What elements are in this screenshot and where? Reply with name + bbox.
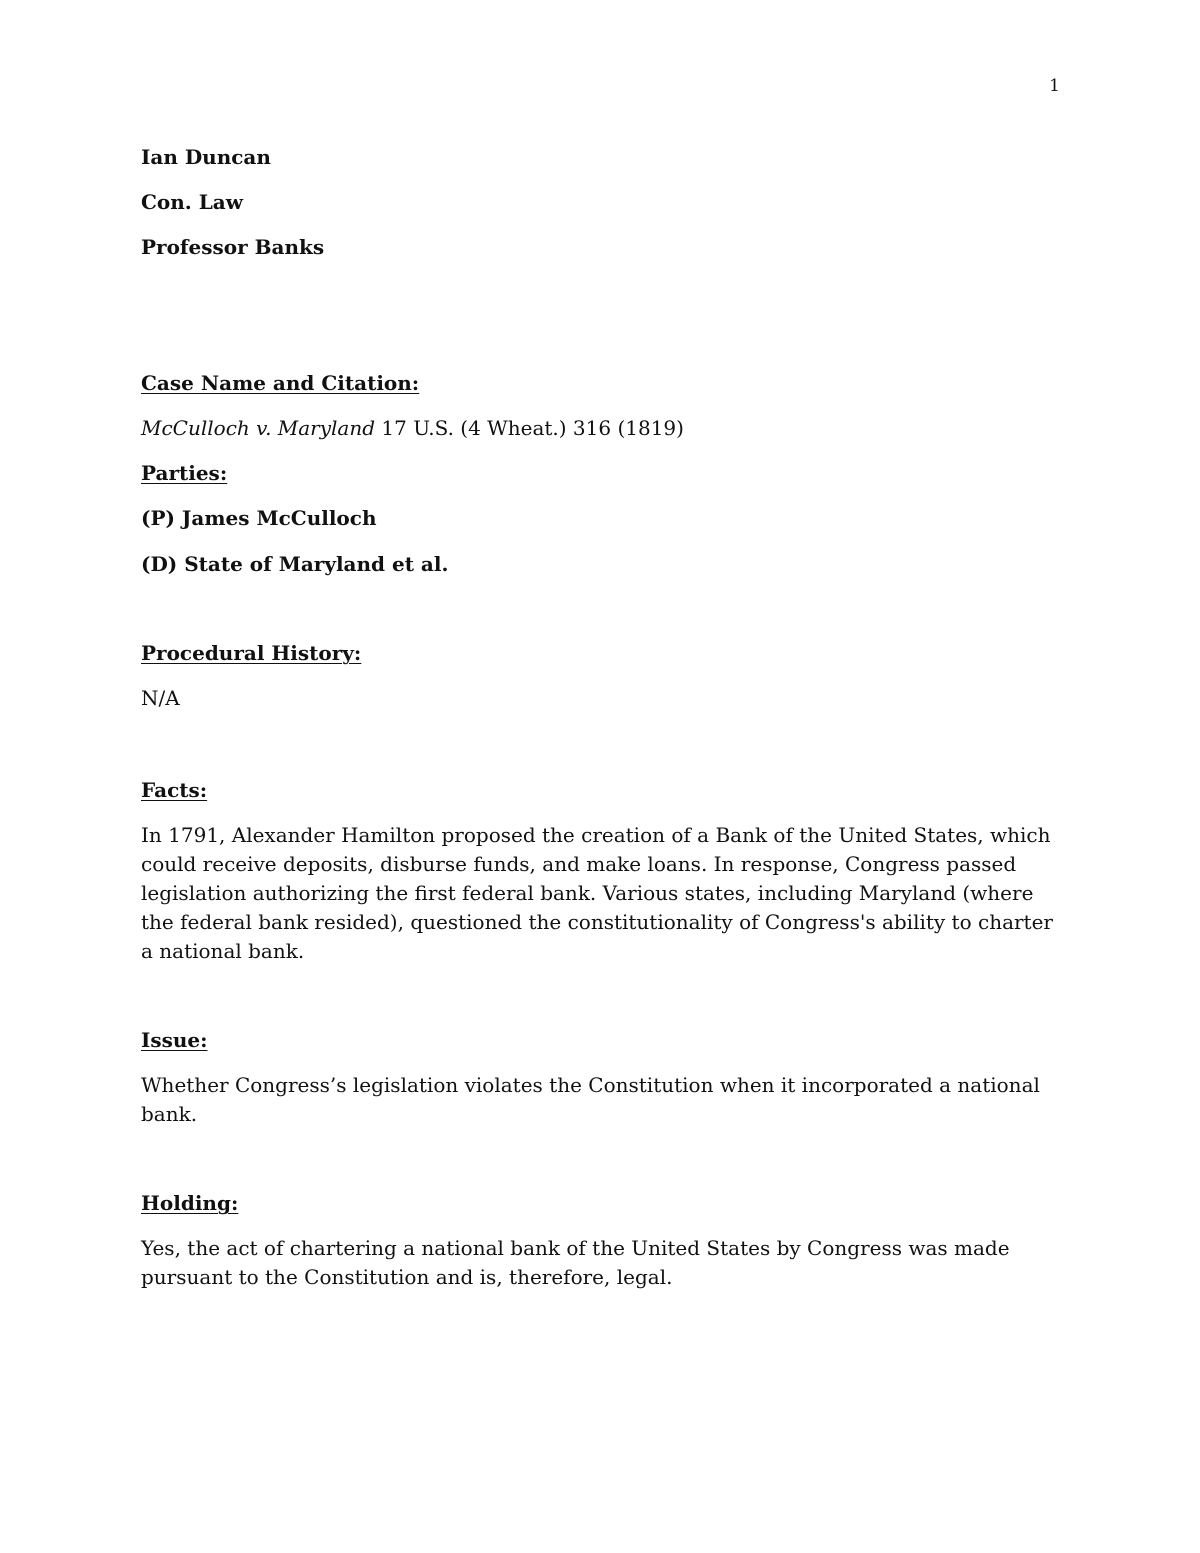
issue-text: Whether Congress’s legislation violates the Constitution when it incorporated a national bank. [141,1073,1040,1126]
parties-heading: Parties: [141,461,228,485]
holding-heading: Holding: [141,1191,239,1215]
case-citation [141,414,1061,443]
professor-name: Professor Banks [141,235,325,259]
procedural-history-text: N/A [141,686,180,710]
citation-reporter: 17 U.S. (4 Wheat.) 316 (1819) [375,416,684,440]
facts-text: In 1791, Alexander Hamilton proposed the creation of a Bank of the United States, which could receive deposits, disburse funds, and make loans. In response, Congress passed legislation authorizing the first federal bank. Various states, including Maryland (where the federal bank resided), questioned the constitutionality of Congress's ability to charter a national bank. [141,823,1053,963]
facts-heading: Facts: [141,778,208,802]
case-title: McCulloch v. Maryland [141,416,376,440]
plaintiff: (P) James McCulloch [141,506,377,530]
course-name: Con. Law [141,190,243,214]
issue-heading: Issue: [141,1028,208,1052]
holding-text: Yes, the act of chartering a national bank of the United States by Congress was made pursuant to the Constitution and is, therefore, legal. [141,1236,1010,1289]
author-name: Ian Duncan [141,145,271,169]
case-name-heading: Case Name and Citation: [141,371,420,395]
procedural-history-heading: Procedural History: [141,641,362,665]
document-body [141,143,1061,1292]
defendant: (D) State of Maryland et al. [141,552,449,576]
page-number: 1 [1049,76,1060,96]
